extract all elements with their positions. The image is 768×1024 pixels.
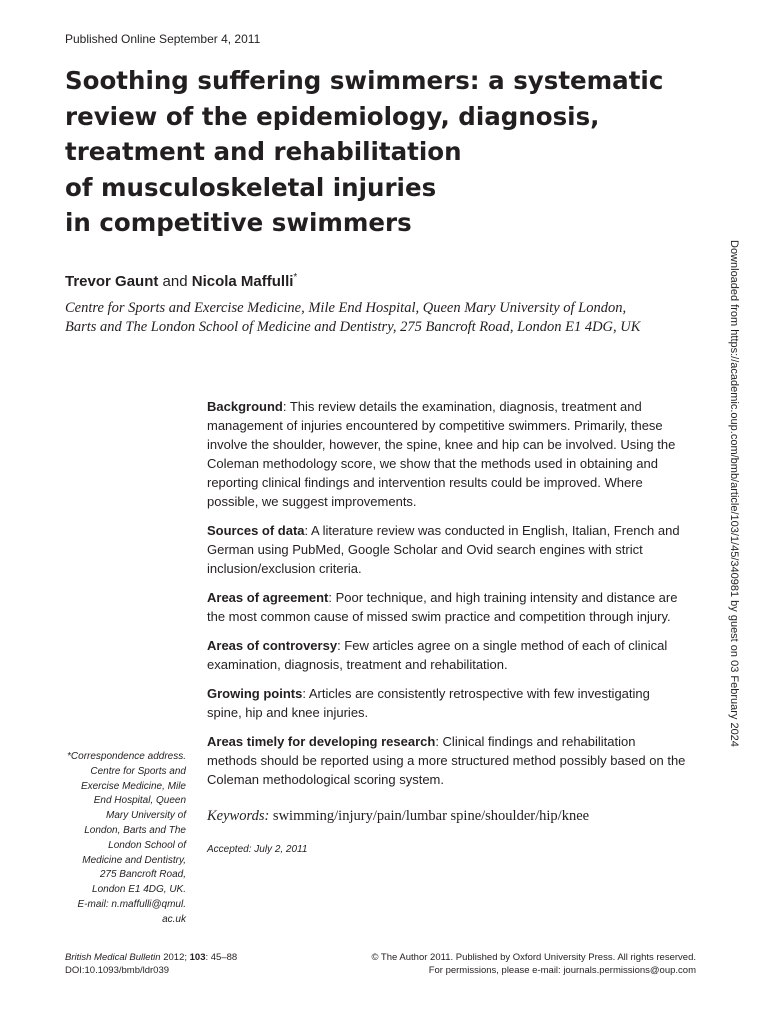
footer-divider <box>65 945 696 946</box>
section-text: : Articles are consistently retrospective with few investigating spine, hip and knee injuries. <box>207 686 650 720</box>
copyright-notice: © The Author 2011. Published by Oxford University Press. All rights reserved. <box>371 952 696 963</box>
title-line: Soothing suffering swimmers: a systematic <box>65 66 664 95</box>
abstract-section-agreement <box>207 588 687 626</box>
correspondence-line: Exercise Medicine, Mile <box>80 780 186 792</box>
section-heading: Areas of controversy <box>207 638 338 653</box>
section-heading: Sources of data <box>207 523 305 538</box>
affiliation-line: Centre for Sports and Exercise Medicine, Mile End Hospital, Queen Mary University of London, <box>65 300 627 316</box>
section-text: : This review details the examination, diagnosis, treatment and management of injuries encountered by competitive swimmers. Primarily, these involve the shoulder, however, the spine, knee and hip can be involved. Using the Coleman methodology score, we show that the methods used in obtaining and reporting clinical findings and intervention results could be improved. Where possible, we suggest improvements. <box>207 399 676 509</box>
correspondence-line: E-mail: n.maffulli@qmul. <box>77 898 186 910</box>
keywords <box>207 808 687 825</box>
section-text: : Clinical findings and rehabilitation methods should be reported using a more structured method possibly based on the Coleman methodological scoring system. <box>207 734 686 787</box>
keywords-value: swimming/injury/pain/lumbar spine/shoulder/hip/knee <box>269 808 590 824</box>
author-name: Trevor Gaunt <box>65 273 159 290</box>
author-name: Nicola Maffulli <box>191 273 294 290</box>
abstract-section-research <box>207 732 687 789</box>
correspondence-line: 275 Bancroft Road, <box>99 869 186 881</box>
correspondence-line: ac.uk <box>162 913 186 925</box>
permissions-notice: For permissions, please e-mail: journals.permissions@oup.com <box>428 965 696 976</box>
citation-footer <box>65 951 237 977</box>
journal-year: 2012; <box>160 952 190 963</box>
title-line: review of the epidemiology, diagnosis, <box>65 101 600 131</box>
journal-name: British Medical Bulletin <box>65 952 161 963</box>
correspondence-line: Medicine and Dentistry, <box>82 854 186 866</box>
correspondence-line: Centre for Sports and <box>90 765 186 777</box>
correspondence-address <box>40 750 186 928</box>
download-watermark: Downloaded from https://academic.oup.com/bmb/article/103/1/45/340981 by guest on 03 February 2024 <box>728 240 740 747</box>
title-line: treatment and rehabilitation <box>65 137 462 166</box>
section-heading: Growing points <box>207 686 303 701</box>
abstract-section-sources <box>207 521 687 578</box>
correspondence-mark: * <box>293 272 298 283</box>
section-heading: Background <box>207 399 283 414</box>
abstract-section-background <box>207 397 687 511</box>
affiliation-line: Barts and The London School of Medicine and Dentistry, 275 Bancroft Road, London E1 4DG, UK <box>65 319 641 335</box>
journal-volume: 103 <box>189 952 206 963</box>
author-list <box>65 272 297 290</box>
section-text: : Poor technique, and high training intensity and distance are the most common cause of missed swim practice and competition through injury. <box>207 590 678 624</box>
doi: DOI:10.1093/bmb/ldr039 <box>65 965 170 976</box>
accepted-date: Accepted: July 2, 2011 <box>207 844 308 855</box>
section-text: : Few articles agree on a single method of each of clinical examination, diagnosis, treatment and rehabilitation. <box>207 638 668 672</box>
published-date: Published Online September 4, 2011 <box>65 32 261 46</box>
section-text: : A literature review was conducted in English, Italian, French and German using PubMed, Google Scholar and Ovid search engines with strict inclusion/exclusion criteria. <box>207 523 680 576</box>
section-heading: Areas of agreement <box>207 590 329 605</box>
correspondence-line: End Hospital, Queen <box>93 795 186 807</box>
correspondence-line: London E1 4DG, UK. <box>92 884 186 896</box>
affiliation <box>65 299 705 337</box>
abstract <box>207 397 687 799</box>
citation-line <box>65 951 237 964</box>
title-line: in competitive swimmers <box>65 208 412 237</box>
correspondence-line: *Correspondence address. <box>67 751 186 762</box>
correspondence-line: Mary University of <box>105 810 186 822</box>
copyright-footer <box>371 951 696 977</box>
keywords-label: Keywords: <box>207 808 270 824</box>
correspondence-line: London School of <box>108 839 186 851</box>
title-line: of musculoskeletal injuries <box>65 172 437 202</box>
journal-pages: : 45–88 <box>205 952 238 963</box>
section-heading: Areas timely for developing research <box>207 734 436 749</box>
correspondence-line: London, Barts and The <box>84 824 186 836</box>
article-title <box>65 63 705 241</box>
abstract-section-controversy <box>207 636 687 674</box>
author-conjunction: and <box>158 273 192 290</box>
abstract-section-growing <box>207 684 687 722</box>
